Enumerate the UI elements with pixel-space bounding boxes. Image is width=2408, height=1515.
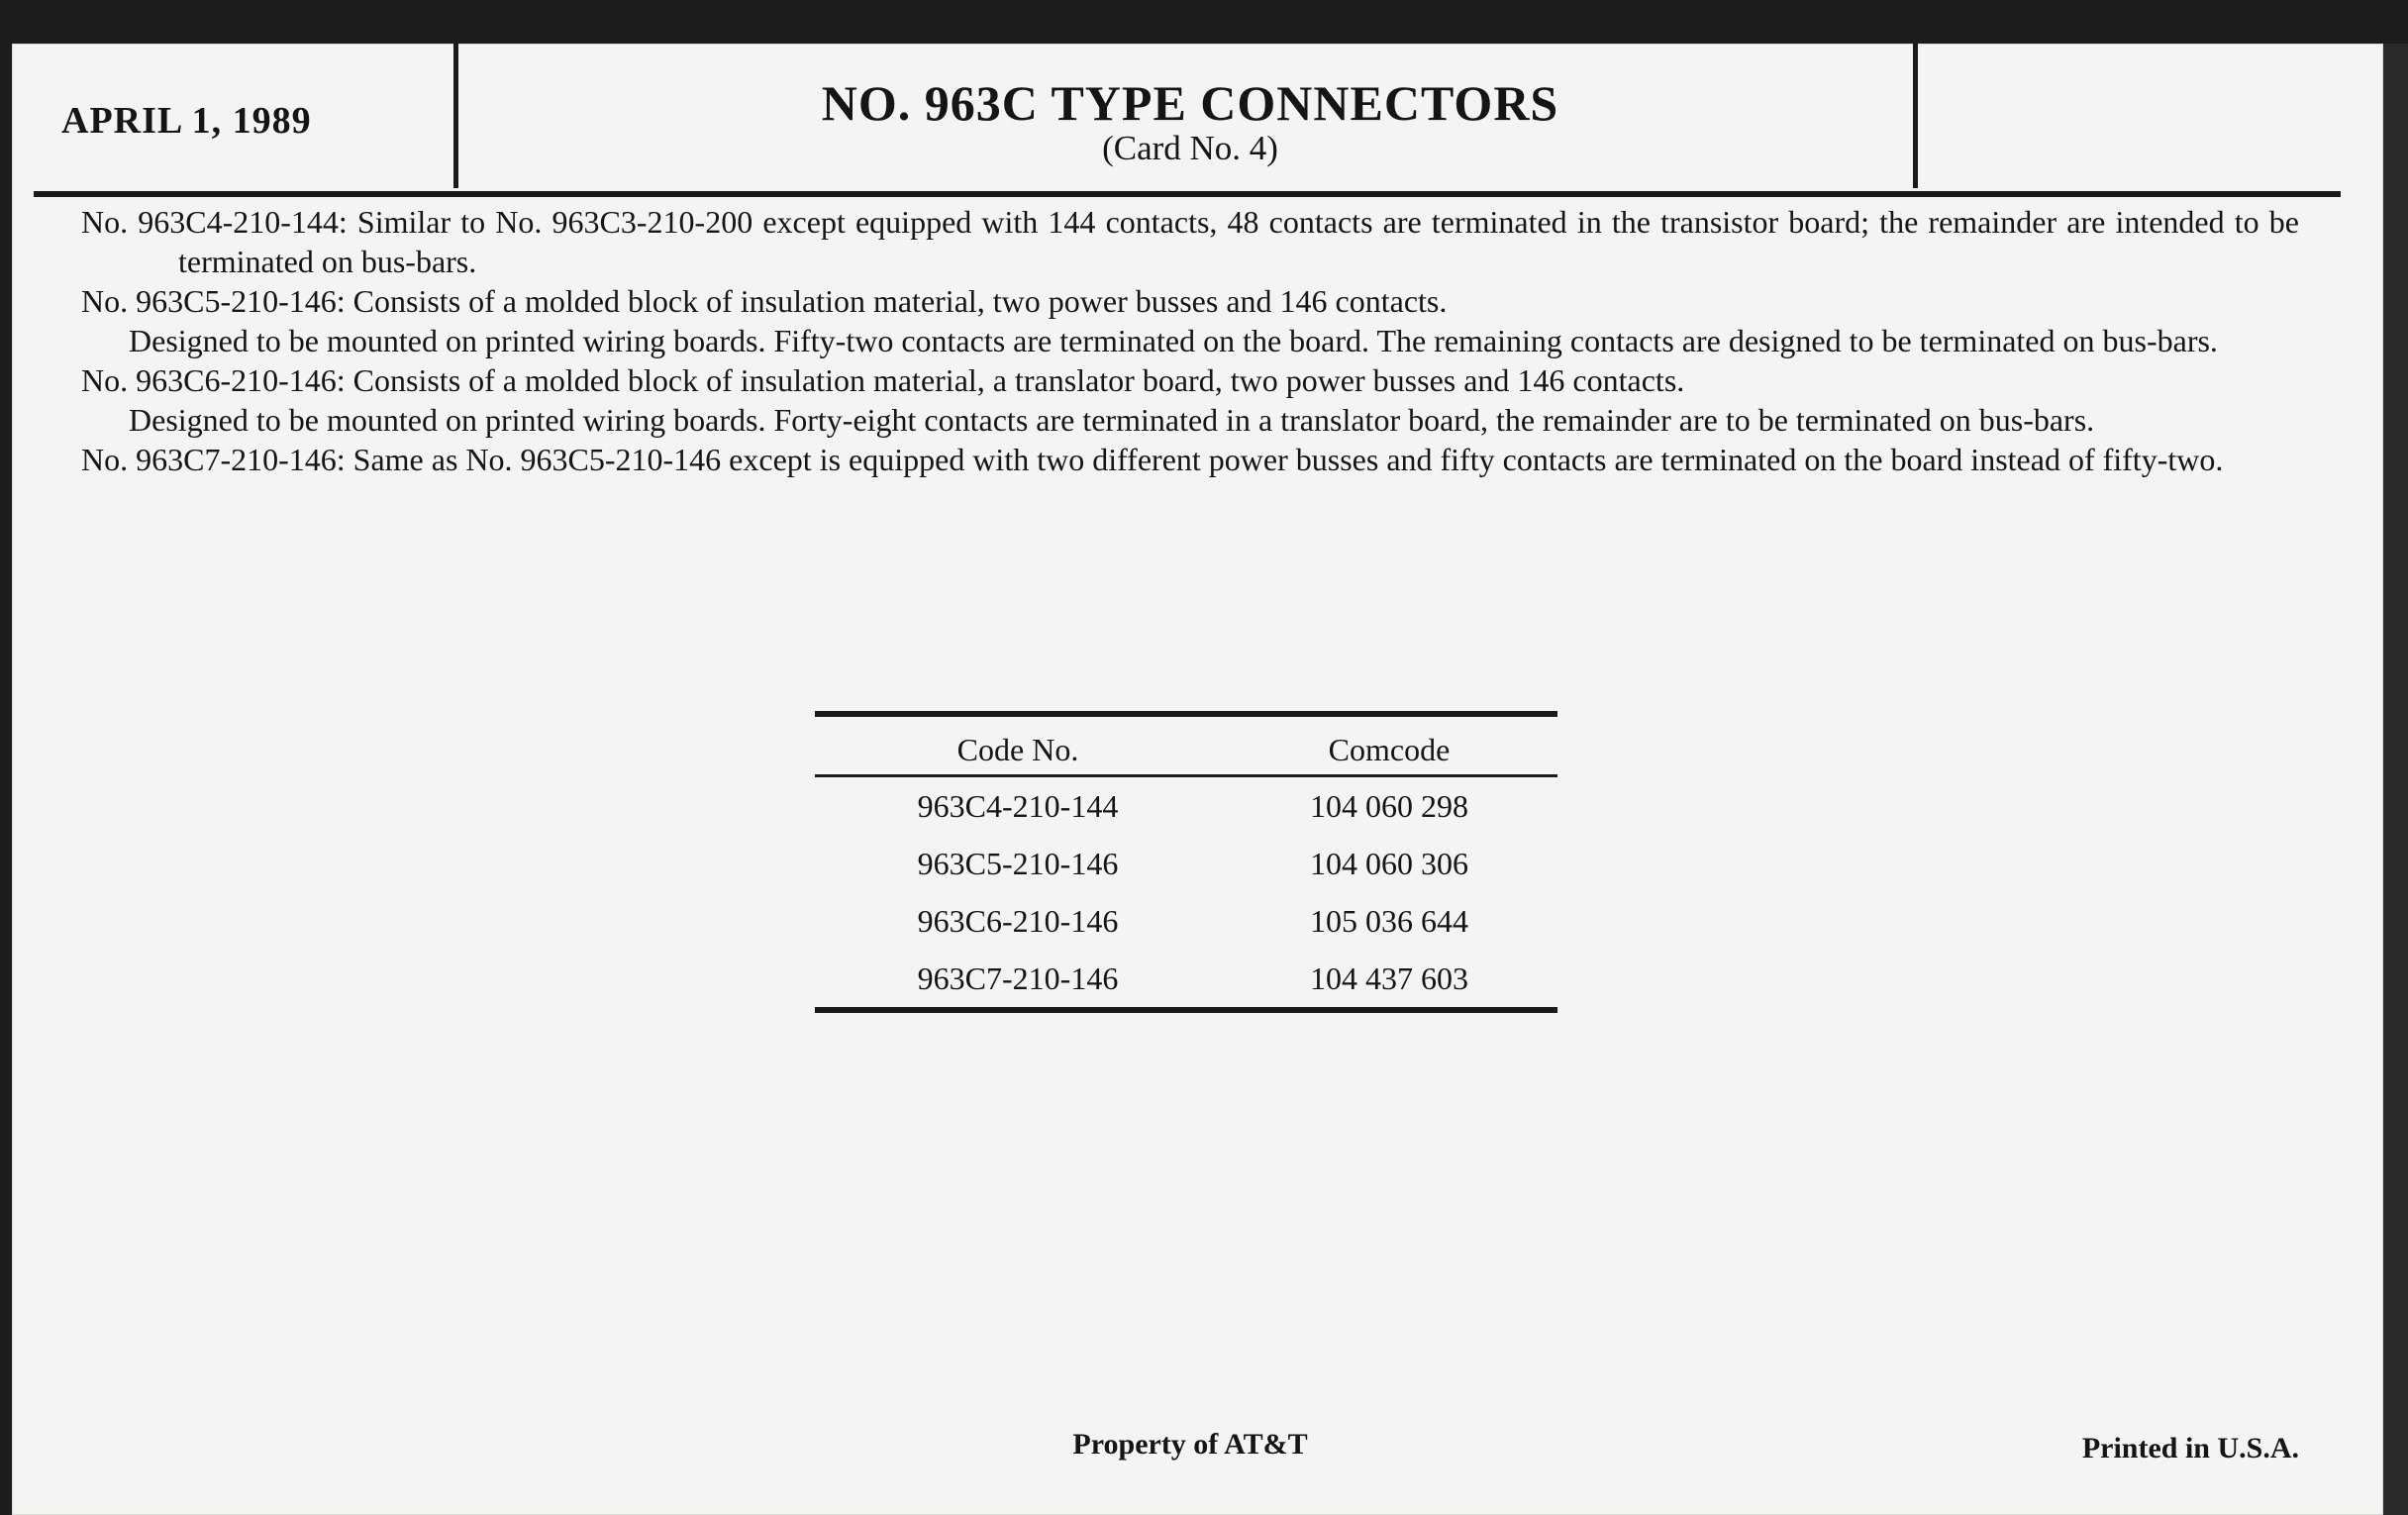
comcode-cell: 104 060 298 — [1310, 787, 1468, 824]
table-row — [815, 892, 1557, 950]
paragraph-963c7: No. 963C7-210-146: Same as No. 963C5-210-146 except is equipped with two different power busses and fifty contacts are terminated on the board instead of fifty-two. — [81, 442, 2224, 477]
column-header-code-no: Code No. — [956, 731, 1079, 767]
code-no-cell: 963C5-210-146 — [917, 845, 1119, 881]
code-no-cell: 963C7-210-146 — [917, 960, 1119, 996]
table-row — [815, 777, 1557, 835]
code-no-cell: 963C4-210-144 — [917, 787, 1119, 824]
document-card — [12, 44, 2383, 1515]
title-block — [457, 77, 1923, 167]
page-subtitle: (Card No. 4) — [1102, 128, 1278, 167]
issue-date: APRIL 1, 1989 — [61, 100, 312, 142]
table-row — [815, 950, 1557, 1007]
comcode-cell: 105 036 644 — [1310, 902, 1468, 939]
page-title: NO. 963C TYPE CONNECTORS — [821, 75, 1559, 131]
footer-printed: Printed in U.S.A. — [2081, 1432, 2299, 1464]
paragraph-963c6-detail: Designed to be mounted on printed wiring boards. Forty-eight contacts are terminated in a translator board, the remainder are to be terminated on bus-bars. — [129, 402, 2095, 438]
table-bottom-rule — [815, 1007, 1557, 1013]
footer-property: Property of AT&T — [1072, 1428, 1308, 1461]
table-header-row — [815, 717, 1557, 774]
table-row — [815, 835, 1557, 892]
paragraph-963c5: No. 963C5-210-146: Consists of a molded block of insulation material, two power busses and 146 contacts. — [81, 283, 1448, 319]
card-header — [12, 44, 2383, 192]
paragraph-963c4: No. 963C4-210-144: Similar to No. 963C3-210-200 except equipped with 144 contacts, 48 contacts are terminated in the transistor board; the remainder are intended to be terminated on bus-bars. — [81, 204, 2299, 279]
code-no-cell: 963C6-210-146 — [917, 902, 1119, 939]
code-table — [815, 711, 1557, 1013]
description-body — [81, 202, 2299, 479]
header-rule — [34, 191, 2341, 197]
comcode-cell: 104 437 603 — [1310, 960, 1468, 996]
card-edge-shadow — [2383, 44, 2408, 1515]
comcode-cell: 104 060 306 — [1310, 845, 1468, 881]
header-divider-right — [1913, 44, 1918, 188]
paragraph-963c6: No. 963C6-210-146: Consists of a molded block of insulation material, a translator board, two power busses and 146 contacts. — [81, 362, 1685, 398]
column-header-comcode: Comcode — [1328, 731, 1451, 767]
paragraph-963c5-detail: Designed to be mounted on printed wiring boards. Fifty-two contacts are terminated on the board. The remaining contacts are designed to be terminated on bus-bars. — [129, 323, 2218, 358]
